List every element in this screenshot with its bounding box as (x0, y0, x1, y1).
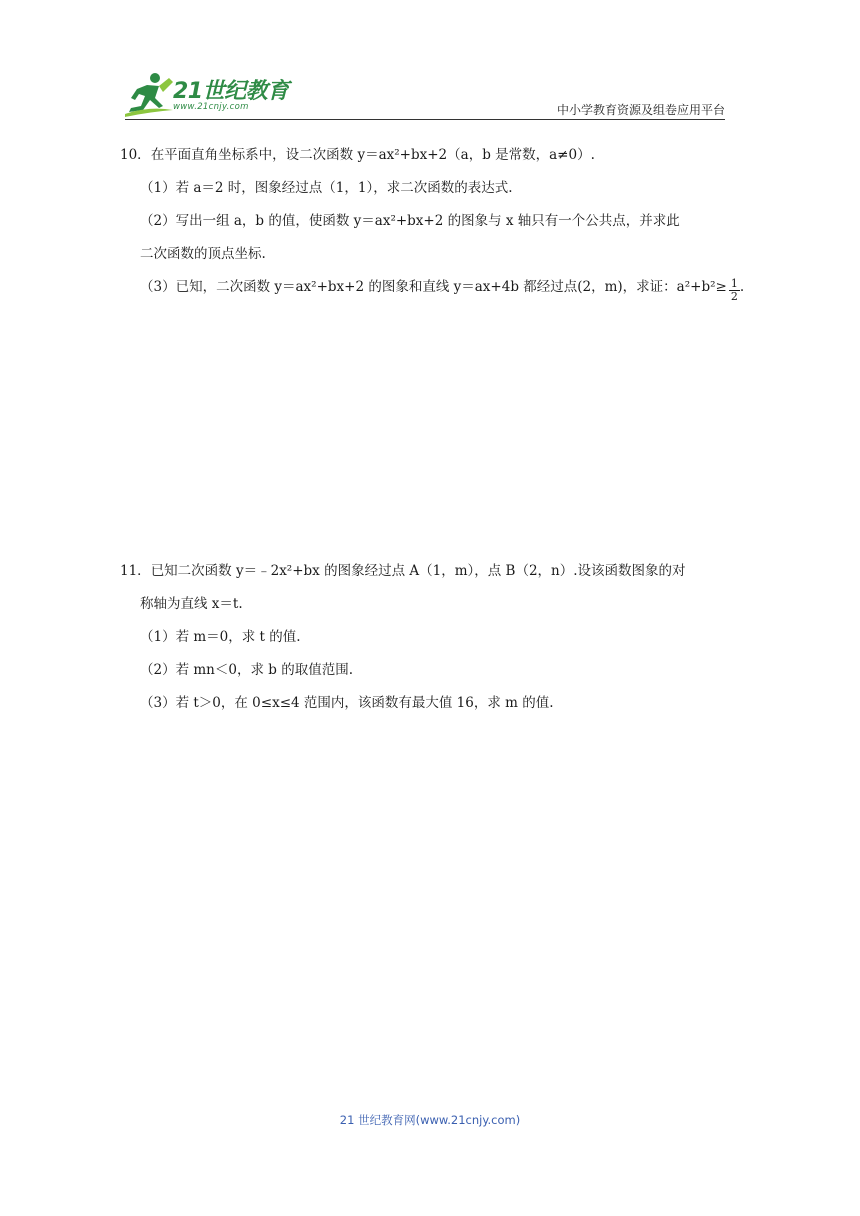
question-10-part-2-cont: 二次函数的顶点坐标. (140, 246, 266, 262)
header-divider (125, 119, 725, 120)
platform-label: 中小学教育资源及组卷应用平台 (556, 103, 725, 117)
part-3-text: （3）已知，二次函数 y＝ax²+bx+2 的图象和直线 y＝ax+4b 都经过点(2，m)，求证：a²+b²≥ (140, 279, 727, 295)
stem-text: 已知二次函数 y＝﹣2x²+bx 的图象经过点 A（1，m），点 B（2，n）.设该函数图象的对 (150, 563, 686, 579)
fraction-numerator: 1 (730, 277, 738, 290)
question-10-part-3 (120, 271, 745, 304)
logo-url: www.21cnjy.com (173, 102, 249, 112)
question-11 (120, 555, 740, 720)
logo (125, 70, 295, 120)
fraction-tail: . (739, 279, 745, 295)
fraction-denominator: 2 (730, 290, 738, 303)
question-10 (120, 139, 745, 304)
question-11-part-1: （1）若 m＝0，求 t 的值. (140, 629, 301, 645)
question-10-part-2: （2）写出一组 a，b 的值，使函数 y＝ax²+bx+2 的图象与 x 轴只有一个公共点，并求此 (140, 213, 680, 229)
question-11-stem (120, 555, 740, 588)
question-number: 10． (120, 147, 151, 163)
page-footer[interactable]: 21 世纪教育网(www.21cnjy.com) (339, 1113, 521, 1127)
question-11-part-3: （3）若 t＞0，在 0≤x≤4 范围内，该函数有最大值 16，求 m 的值. (140, 695, 554, 711)
logo-text: 21世纪教育 (173, 79, 289, 104)
stem-text: 在平面直角坐标系中，设二次函数 y＝ax²+bx+2（a，b 是常数，a≠0）. (150, 147, 595, 163)
question-10-part-1: （1）若 a＝2 时，图象经过点（1，1），求二次函数的表达式. (140, 180, 513, 196)
question-11-stem-cont: 称轴为直线 x＝t. (140, 596, 243, 612)
question-11-part-2: （2）若 mn＜0，求 b 的取值范围. (140, 662, 353, 678)
page-header (125, 70, 725, 120)
fraction (729, 278, 740, 303)
question-10-stem (120, 139, 740, 172)
question-number: 11． (120, 563, 151, 579)
runner-logo-icon (125, 70, 175, 118)
